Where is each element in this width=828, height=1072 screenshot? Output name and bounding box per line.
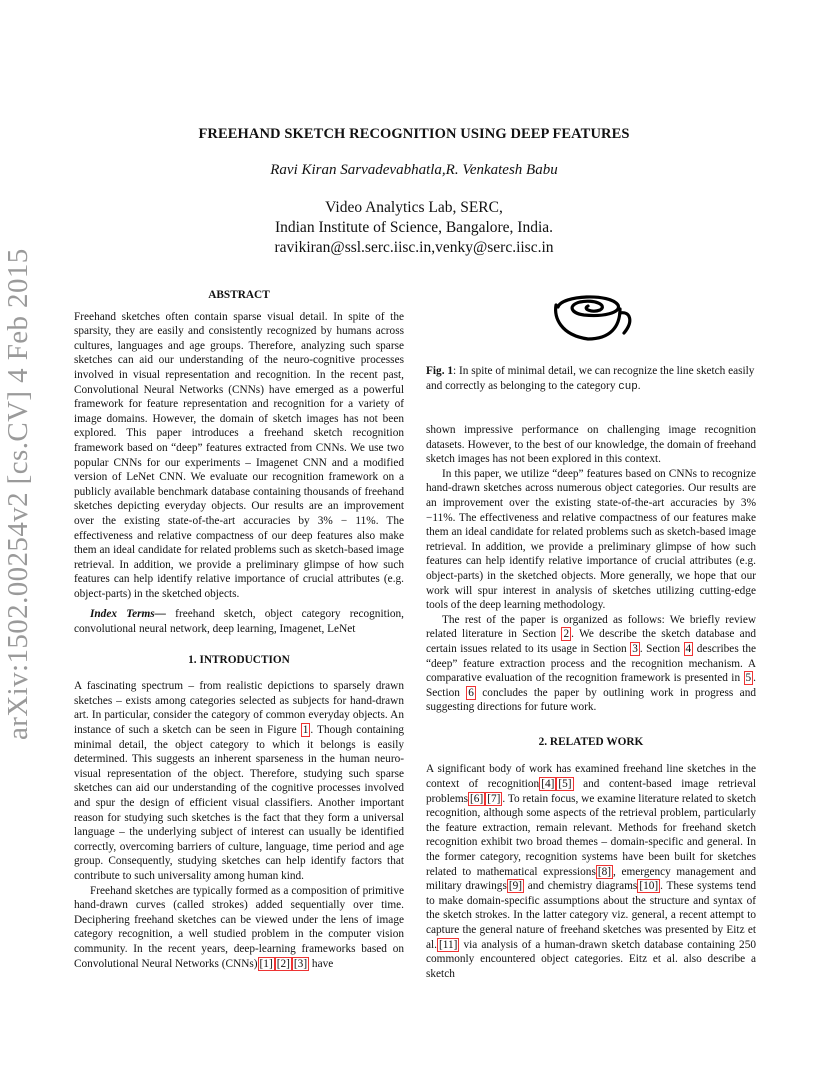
text: via analysis of a human-drawn sketch database containing 250 commonly encountered object categories. Eitz et al. also describe a sketch xyxy=(426,938,756,980)
left-column xyxy=(74,288,404,971)
affiliation xyxy=(0,198,828,258)
ref-link[interactable]: [8] xyxy=(597,865,612,878)
ref-link[interactable]: [3] xyxy=(293,957,308,970)
text: . To retain focus, we examine literature related to sketch recognition, although some aspects of the retrieval problem, particularly the feature extraction, remain relevant. Methods for freehand sketch recognition exhibit two broad themes – domain-specific and general. In the former category, recognition systems have been built for sketches related to mathematical expressions xyxy=(426,792,756,878)
text: . These systems tend to make domain-specific assumptions about the structure and syntax of the sketch strokes. In the latter category viz. general, a recent attempt to capture the general nature of freehand sketches was presented by Eitz et al. xyxy=(426,880,756,951)
right-paragraph-2: In this paper, we utilize “deep” features based on CNNs to recognize hand-drawn sketches across numerous object categories. Our results are an improvement over the existing state-of-the-art accuracies by 3%−11%. The effectiveness and relative compactness of our features make them an ideal candidate for related problems such as sketch-based image retrieval. In addition, we provide a preliminary glimpse of how such features can help identify relative importance of crucial attributes (e.g. object-parts) in the sketched objects. More generally, we hope that our work will spur interest in analysis of sketches utilizing cutting-edge tools of the deep learning methodology. xyxy=(426,467,756,612)
paper-title: FREEHAND SKETCH RECOGNITION USING DEEP FEATURES xyxy=(198,126,630,142)
section-link[interactable]: 6 xyxy=(468,686,474,699)
right-paragraph-3 xyxy=(426,613,756,715)
cup-sketch-figure xyxy=(548,291,638,343)
text: and chemistry diagrams xyxy=(524,880,638,893)
abstract-heading: ABSTRACT xyxy=(208,289,270,301)
ref-link[interactable]: [5] xyxy=(558,778,572,791)
index-terms-label: Index Terms— xyxy=(90,608,166,621)
affiliation-line-1: Video Analytics Lab, SERC, xyxy=(325,199,503,216)
ref-link[interactable]: [1] xyxy=(259,957,273,970)
ref-link[interactable]: [2] xyxy=(276,957,290,970)
caption-category: cup xyxy=(618,381,638,393)
text: . Section xyxy=(426,672,756,699)
text: . We describe the sketch database and certain issues related to its usage in Section xyxy=(426,628,756,655)
ref-link[interactable]: [4] xyxy=(541,778,555,791)
text: and content-based image retrieval problems xyxy=(426,778,756,805)
intro-text: Freehand sketches are typically formed as a composition of primitive hand-drawn curves (called strokes) added sequentially over time. Deciphering freehand sketches can be viewed under the lens of image category recognition, a well studied problem in the computer vision community. In the recent years, deep-learning frameworks based on Convolutional Neural Networks (CNNs) xyxy=(74,884,404,970)
caption-text: : In spite of minimal detail, we can recognize the line sketch easily and correctly as belonging to the category xyxy=(426,365,755,392)
figure-1-link[interactable]: 1 xyxy=(302,724,309,737)
text: describes the “deep” feature extraction process and the recognition mechanism. A comparative evaluation of the recognition framework is presented in xyxy=(426,642,757,685)
figure-label: Fig. 1 xyxy=(426,365,453,377)
text: . Section xyxy=(639,642,684,655)
text: The rest of the paper is organized as follows: We briefly review related literature in Section xyxy=(426,613,756,641)
intro-paragraph-2 xyxy=(74,884,404,972)
ref-link[interactable]: [7] xyxy=(487,792,501,805)
ref-link[interactable]: [10] xyxy=(639,880,659,893)
intro-text: . Though containing minimal detail, the object category to which it belongs is easily determined. This suggests an inherent sparseness in the human neuro-visual representation of the object. Therefore, studying such sparse sketches can aid our understanding of the cognitive processes involved and spur the design of efficient visual classifiers. Another important reason for studying such sketches is the fact that they form a universal language – the underlying subject of interest can usually be identified correctly, overcoming barriers of culture, language, time period and age group. Consequently, studying sketches can help identify factors that contribute to such universality among human kind. xyxy=(74,724,404,882)
affiliation-line-2: Indian Institute of Science, Bangalore, India. xyxy=(274,219,554,236)
section-link[interactable]: 2 xyxy=(563,628,570,641)
section-link[interactable]: 3 xyxy=(632,642,638,655)
arxiv-watermark: arXiv:1502.00254v2 [cs.CV] 4 Feb 2015 xyxy=(2,248,34,740)
intro-paragraph-1 xyxy=(74,679,404,883)
intro-text: have xyxy=(309,957,334,970)
section-link[interactable]: 4 xyxy=(685,642,692,655)
section-link[interactable]: 5 xyxy=(745,672,752,685)
intro-text: A fascinating spectrum – from realistic depictions to sparsely drawn sketches – exists among categories selected as subjects for hand-drawn art. In particular, consider the category of common everyday objects. An instance of such a sketch can be seen in Figure xyxy=(74,680,404,737)
text: , emergency management and military drawings xyxy=(426,865,756,893)
caption-text: . xyxy=(637,380,641,392)
ref-link[interactable]: [6] xyxy=(470,792,484,805)
related-work-heading: 2. RELATED WORK xyxy=(538,735,644,748)
cup-sketch-icon xyxy=(548,291,638,343)
text: A significant body of work has examined freehand line sketches in the context of recognition xyxy=(426,763,756,791)
figure-caption xyxy=(426,364,756,395)
index-terms-text: freehand sketch, object category recognition, convolutional neural network, deep learning, Imagenet, LeNet xyxy=(74,608,404,636)
index-terms xyxy=(74,607,404,636)
ref-link[interactable]: [9] xyxy=(508,880,523,893)
intro-heading: 1. INTRODUCTION xyxy=(188,653,290,666)
text: concludes the paper by outlining work in progress and suggesting directions for future work. xyxy=(426,686,756,714)
affiliation-email: ravikiran@ssl.serc.iisc.in,venky@serc.iisc.in xyxy=(274,239,554,256)
ref-link[interactable]: [11] xyxy=(438,938,458,951)
related-work-paragraph xyxy=(426,762,756,981)
right-paragraph-1: shown impressive performance on challenging image recognition datasets. However, to the best of our knowledge, the domain of freehand sketch images has not been explored in this context. xyxy=(426,424,756,466)
right-column xyxy=(426,423,756,981)
abstract-text: Freehand sketches often contain sparse visual detail. In spite of the sparsity, they are easily and consistently recognized by humans across cultures, languages and age groups. Therefore, analyzing such sparse sketches can aid our understanding of the neuro-cognitive processes involved in visual representation and recognition. In the recent past, Convolutional Neural Networks (CNNs) have emerged as a powerful framework for feature representation and recognition for a variety of image domains. However, the domain of sketch images has not been explored. This paper introduces a freehand sketch recognition framework based on “deep” features extracted from CNNs. We use two popular CNNs for our experiments – Imagenet CNN and a modified version of LeNet CNN. We evaluate our recognition framework on a publicly available benchmark database containing thousands of freehand sketches depicting everyday objects. Our results are an improvement over the existing state-of-the-art accuracies by 3% − 11%. The effectiveness and relative compactness of our deep features also make them an ideal candidate for related problems such as sketch-based image retrieval. In addition, we provide a preliminary glimpse of how such features can help identify relative importance of crucial attributes (e.g. object-parts) in the sketched objects. xyxy=(74,310,404,600)
paper-authors: Ravi Kiran Sarvadevabhatla,R. Venkatesh Babu xyxy=(270,162,558,178)
